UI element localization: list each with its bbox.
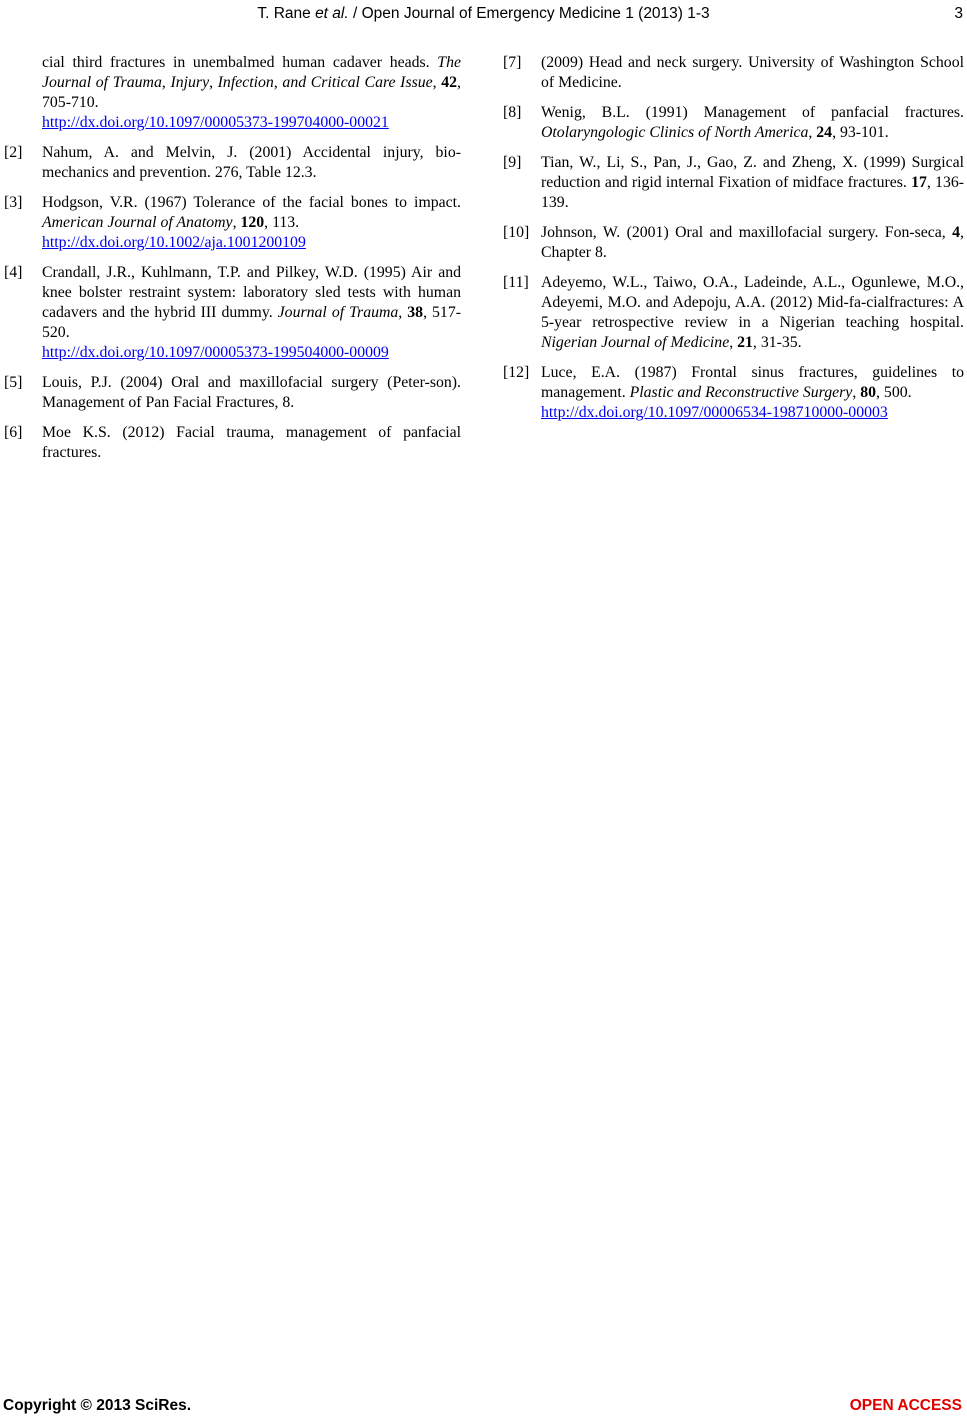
reference-item <box>503 223 964 263</box>
reference-text-segment: Louis, P.J. (2004) Oral and maxillofacial surgery (Peter-son). Management of Pan Facial Fractures, 8. <box>42 374 461 411</box>
reference-text-segment: Moe K.S. (2012) Facial trauma, management of panfacial fractures. <box>42 424 461 461</box>
page-number: 3 <box>954 5 963 22</box>
reference-number: [6] <box>4 424 23 441</box>
reference-text <box>541 153 964 213</box>
reference-text <box>42 53 461 113</box>
reference-text-segment: Nahum, A. and Melvin, J. (2001) Accidental injury, bio-mechanics and prevention. 276, Table 12.3. <box>42 144 461 181</box>
reference-journal-title: Plastic and Reconstructive Surgery <box>629 384 853 401</box>
reference-item <box>503 363 964 423</box>
reference-text-segment: , 500. <box>876 384 912 401</box>
reference-volume: 42 <box>441 74 458 91</box>
reference-text-segment: , <box>808 124 817 141</box>
reference-item <box>4 263 461 363</box>
reference-item <box>503 103 964 143</box>
reference-journal-title: The Journal of Trauma <box>42 54 461 91</box>
reference-journal-title: Journal of Trauma <box>277 304 399 321</box>
reference-text-segment: Tian, W., Li, S., Pan, J., Gao, Z. and Zheng, X. (1999) Surgical reduction and rigid internal Fixation of midface fractures. <box>541 154 964 191</box>
reference-doi-link[interactable]: http://dx.doi.org/10.1097/00005373-199704000-00021 <box>42 114 389 131</box>
reference-text <box>42 263 461 343</box>
reference-volume: 80 <box>860 384 877 401</box>
reference-item <box>4 373 461 413</box>
reference-item <box>503 53 964 93</box>
reference-text <box>541 273 964 353</box>
reference-volume: 38 <box>407 304 424 321</box>
reference-text <box>541 223 964 263</box>
reference-text-segment: (2009) Head and neck surgery. University of Washington School of Medicine. <box>541 54 964 91</box>
reference-item <box>503 153 964 213</box>
reference-text-segment: Wenig, B.L. (1991) Management of panfacial fractures. <box>541 104 964 121</box>
running-header <box>0 4 967 24</box>
reference-text-segment: Crandall, J.R., Kuhlmann, T.P. and Pilkey, W.D. (1995) Air and knee bolster restraint system: laboratory sled tests with human cadavers and the hybrid III dummy. <box>42 264 461 321</box>
reference-text-segment: , 113. <box>264 214 300 231</box>
reference-text-segment: , <box>209 74 218 91</box>
header-etal: et al. <box>315 5 349 22</box>
reference-text-segment: , 31-35. <box>752 334 802 351</box>
reference-item <box>4 143 461 183</box>
reference-journal-title: American Journal of Anatomy <box>42 214 233 231</box>
reference-number: [7] <box>503 54 522 71</box>
reference-volume: 21 <box>737 334 753 351</box>
reference-text <box>42 193 461 233</box>
reference-volume: 17 <box>911 174 927 191</box>
reference-text-segment: , 517-520. <box>42 304 461 341</box>
reference-text-segment: , Chapter 8. <box>541 224 964 261</box>
reference-text-segment: , <box>432 74 442 91</box>
header-authors: T. Rane <box>257 5 316 22</box>
header-citation <box>0 4 967 24</box>
reference-volume: 24 <box>816 124 833 141</box>
reference-journal-title: and Critical Care Issue <box>282 74 433 91</box>
reference-doi-link[interactable]: http://dx.doi.org/10.1002/aja.1001200109 <box>42 234 306 251</box>
reference-number: [2] <box>4 144 23 161</box>
reference-number: [3] <box>4 194 23 211</box>
reference-text-segment: cial third fractures in unembalmed human cadaver heads. <box>42 54 438 71</box>
reference-text <box>42 423 461 463</box>
reference-item <box>4 423 461 463</box>
reference-text-segment: , <box>161 74 171 91</box>
open-access-label: OPEN ACCESS <box>849 1397 962 1414</box>
reference-text <box>541 103 964 143</box>
reference-item <box>503 273 964 353</box>
reference-volume: 120 <box>240 214 265 231</box>
reference-item <box>4 53 461 133</box>
reference-number: [11] <box>503 274 529 291</box>
reference-text-segment: , <box>273 74 283 91</box>
reference-text-segment: Luce, E.A. (1987) Frontal sinus fractures, guidelines to management. <box>541 364 964 401</box>
references-right-column <box>503 53 964 433</box>
reference-doi-link[interactable]: http://dx.doi.org/10.1097/00005373-199504000-00009 <box>42 344 389 361</box>
reference-text <box>42 143 461 183</box>
reference-number: [9] <box>503 154 522 171</box>
reference-text-segment: , <box>729 334 738 351</box>
references-left-column <box>4 53 461 473</box>
reference-number: [8] <box>503 104 522 121</box>
reference-text-segment: , <box>398 304 408 321</box>
reference-text-segment: , 93-101. <box>832 124 889 141</box>
reference-text-segment: Adeyemo, W.L., Taiwo, O.A., Ladeinde, A.L., Ogunlewe, M.O., Adeyemi, M.O. and Adepoju, A.A. (2012) Mid-fa-cialfractures: A 5-year retrospective review in a Nigerian teaching hospital. <box>541 274 964 331</box>
reference-text-segment: , 136-139. <box>541 174 965 211</box>
reference-number: [4] <box>4 264 23 281</box>
reference-text <box>541 363 964 403</box>
reference-journal-title: Otolaryngologic Clinics of North America <box>541 124 809 141</box>
copyright-notice: Copyright © 2013 SciRes. <box>3 1397 192 1414</box>
reference-volume: 4 <box>952 224 961 241</box>
reference-journal-title: Injury <box>170 74 210 91</box>
reference-doi-link[interactable]: http://dx.doi.org/10.1097/00006534-198710000-00003 <box>541 404 888 421</box>
reference-journal-title: Infection <box>217 74 274 91</box>
reference-item <box>4 193 461 253</box>
reference-text <box>42 373 461 413</box>
page-footer <box>0 1396 967 1416</box>
reference-journal-title: Nigerian Journal of Medicine <box>541 334 730 351</box>
reference-text-segment: , <box>852 384 861 401</box>
reference-text-segment: , <box>232 214 241 231</box>
reference-number: [5] <box>4 374 23 391</box>
reference-number: [10] <box>503 224 530 241</box>
reference-text <box>541 53 964 93</box>
reference-text-segment: Hodgson, V.R. (1967) Tolerance of the facial bones to impact. <box>42 194 461 211</box>
reference-number: [12] <box>503 364 530 381</box>
header-journal: / Open Journal of Emergency Medicine 1 (2013) 1-3 <box>348 5 710 22</box>
reference-text-segment: Johnson, W. (2001) Oral and maxillofacial surgery. Fon-seca, <box>541 224 953 241</box>
reference-text-segment: , 705-710. <box>42 74 461 111</box>
